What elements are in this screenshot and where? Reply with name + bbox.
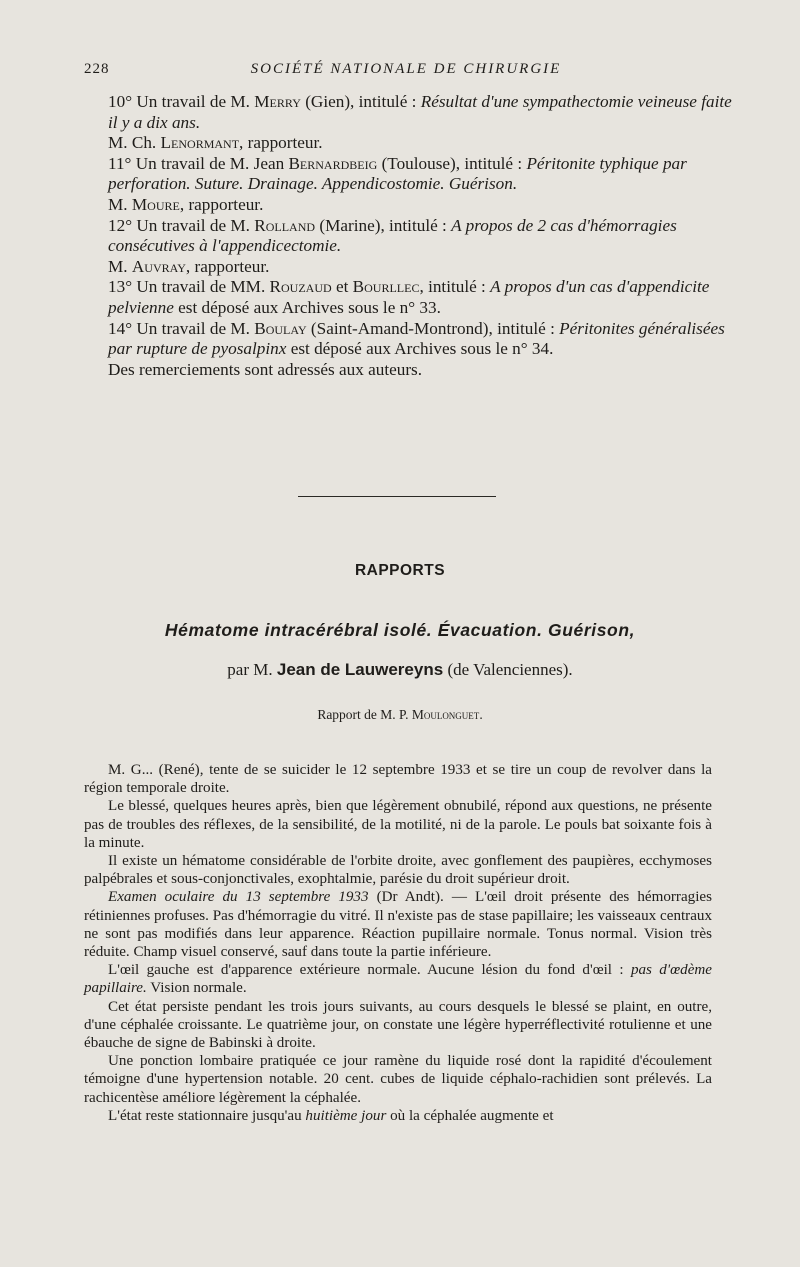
list-item: 14° Un travail de M. Boulay (Saint-Amand-Montrond), intitulé : Péritonites généralisées par rupture de pyosalpinx est déposé aux Archives sous le n° 34. — [108, 318, 725, 359]
paragraph: Examen oculaire du 13 septembre 1933 (Dr Andt). — L'œil droit présente des hémorragies rétiniennes profuses. Pas d'hémorragie du vitré. Il n'existe pas de stase papillaire; les vaisseaux centraux ne sont pas modifiés dans leur apparence. Réaction pupillaire normale. Tonus normal. Vision très réduite. Champ visuel conservé, sauf dans toute la partie inférieure. — [84, 889, 712, 961]
reporter-line: M. Moure, rapporteur. — [108, 194, 264, 214]
reporter-line: M. Auvray, rapporteur. — [108, 256, 270, 276]
paragraph: Une ponction lombaire pratiquée ce jour ramène du liquide rosé dont la rapidité d'écoulement témoigne d'une hypertension notable. 20 cent. cubes de liquide céphalo-rachidien sont prélevés. La rachicentèse améliore légèrement la céphalée. — [84, 1053, 712, 1106]
author-name: Jean de Lauwereyns — [276, 660, 444, 679]
paragraph: L'œil gauche est d'apparence extérieure normale. Aucune lésion du fond d'œil : pas d'œdème papillaire. Vision normale. — [84, 962, 712, 997]
running-title: SOCIÉTÉ NATIONALE DE CHIRURGIE — [250, 61, 562, 77]
paragraph: Il existe un hématome considérable de l'orbite droite, avec gonflement des paupières, ecchymoses palpébrales et sous-conjonctivales, exophtalmie, parésie du droit supérieur droit. — [84, 853, 712, 888]
thanks-line: Des remerciements sont adressés aux auteurs. — [108, 359, 423, 379]
paragraph: M. G... (René), tente de se suicider le 12 septembre 1933 et se tire un coup de revolver dans la région temporale droite. — [84, 762, 712, 797]
list-item: 11° Un travail de M. Jean Bernardbeig (Toulouse), intitulé : Péritonite typhique par perforation. Suture. Drainage. Appendicostomie. Guérison. — [108, 153, 687, 194]
paragraph: Le blessé, quelques heures après, bien que légèrement obnubilé, répond aux questions, ne présente pas de troubles des réflexes, de la sensibilité, de la motilité, ni de la parole. Le pouls bat soixante fois à la minute. — [84, 798, 712, 851]
page-number: 228 — [84, 61, 110, 77]
paragraph: Cet état persiste pendant les trois jours suivants, au cours desquels le blessé se plaint, en outre, d'une céphalée croissante. Le quatrième jour, on constate une légère hyperréflectivité rotulienne et une ébauche de signe de Babinski à droite. — [84, 998, 712, 1052]
list-item: 10° Un travail de M. Merry (Gien), intitulé : Résultat d'une sympathectomie veineuse faite il y a dix ans. — [108, 92, 732, 132]
list-item: 13° Un travail de MM. Rouzaud et Bourllec, intitulé : A propos d'un cas d'appendicite pelvienne est déposé aux Archives sous le n° 33. — [108, 277, 710, 317]
paragraph: L'état reste stationnaire jusqu'au huitième jour où la céphalée augmente et — [108, 1107, 554, 1124]
page-header — [84, 59, 728, 83]
article-body — [84, 761, 712, 1125]
section-divider — [298, 496, 496, 497]
list-item: 12° Un travail de M. Rolland (Marine), intitulé : A propos de 2 cas d'hémorragies consécutives à l'appendicectomie. — [108, 215, 677, 256]
report-attribution: Rapport de M. P. Moulonguet. — [317, 707, 483, 722]
article-title: Hématome intracérébral isolé. Évacuation. Guérison, — [164, 620, 636, 640]
article-byline: par M. Jean de Lauwereyns (de Valenciennes). — [227, 660, 573, 679]
section-heading: RAPPORTS — [354, 562, 446, 579]
reporter-line: M. Ch. Lenormant, rapporteur. — [108, 133, 323, 153]
submissions-list — [108, 92, 740, 380]
